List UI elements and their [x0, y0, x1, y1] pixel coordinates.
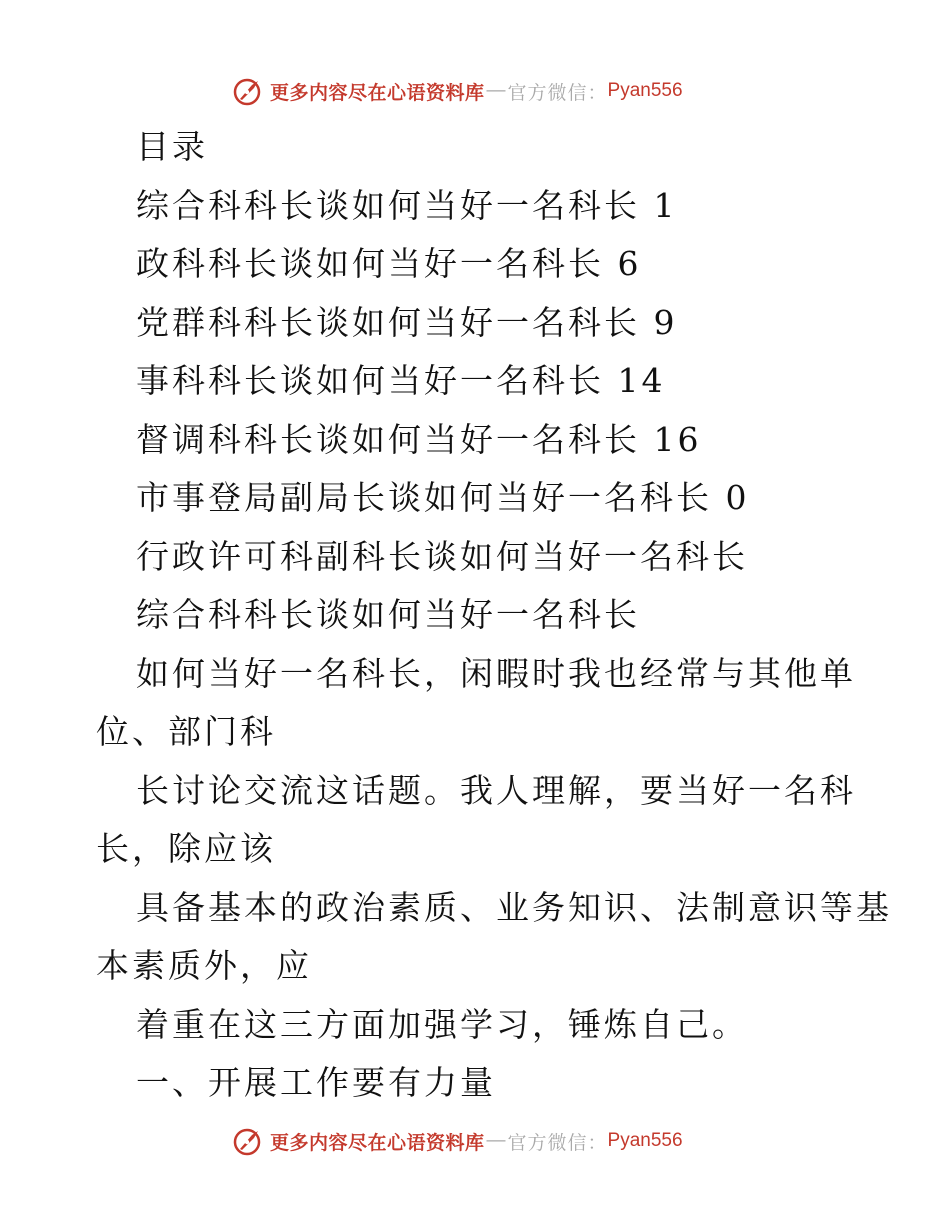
- pen-nib-logo-icon: [232, 75, 264, 107]
- text-line: 长，除应该: [96, 829, 276, 868]
- pen-nib-logo-icon: [232, 1125, 264, 1157]
- watermark-dash: —: [486, 80, 506, 101]
- text-line: 行政许可科副科长谈如何当好一名科长: [136, 536, 748, 576]
- text-line: 如何当好一名科长，闲暇时我也经常与其他单: [136, 653, 856, 693]
- text-line: 本素质外，应: [96, 946, 312, 985]
- text-line: 位、部门科: [96, 712, 276, 751]
- text-line: 具备基本的政治素质、业务知识、法制意识等基: [136, 887, 892, 927]
- text-line: 长讨论交流这话题。我人理解，要当好一名科: [136, 770, 856, 810]
- watermark-wechat-id: Pyan556: [607, 1130, 683, 1151]
- watermark-site-text: 更多内容尽在心语资料库: [270, 1132, 485, 1154]
- text-line: 综合科科长谈如何当好一名科长: [136, 595, 640, 634]
- text-line: 督调科科长谈如何当好一名科长 16: [136, 419, 702, 459]
- document-body: [96, 118, 892, 1113]
- text-line: 政科科长谈如何当好一名科长 6: [136, 244, 642, 283]
- text-line: 着重在这三方面加强学习，锤炼自己。: [136, 1004, 748, 1044]
- watermark-site-text: 更多内容尽在心语资料库: [270, 82, 485, 104]
- text-line: 综合科科长谈如何当好一名科长 1: [136, 185, 678, 225]
- text-line: 市事登局副局长谈如何当好一名科长 0: [136, 478, 750, 517]
- text-line: 一、开展工作要有力量: [136, 1063, 496, 1102]
- text-line: 事科科长谈如何当好一名科长 14: [136, 361, 666, 400]
- watermark-header: [232, 74, 683, 108]
- watermark-wechat-label: 官方微信：: [507, 82, 608, 104]
- watermark-dash: —: [486, 1130, 506, 1151]
- text-line: 目录: [136, 127, 208, 166]
- watermark-wechat-label: 官方微信：: [507, 1132, 608, 1154]
- watermark-wechat-id: Pyan556: [607, 80, 683, 101]
- text-line: 党群科科长谈如何当好一名科长 9: [136, 302, 678, 342]
- watermark-footer: [232, 1124, 683, 1158]
